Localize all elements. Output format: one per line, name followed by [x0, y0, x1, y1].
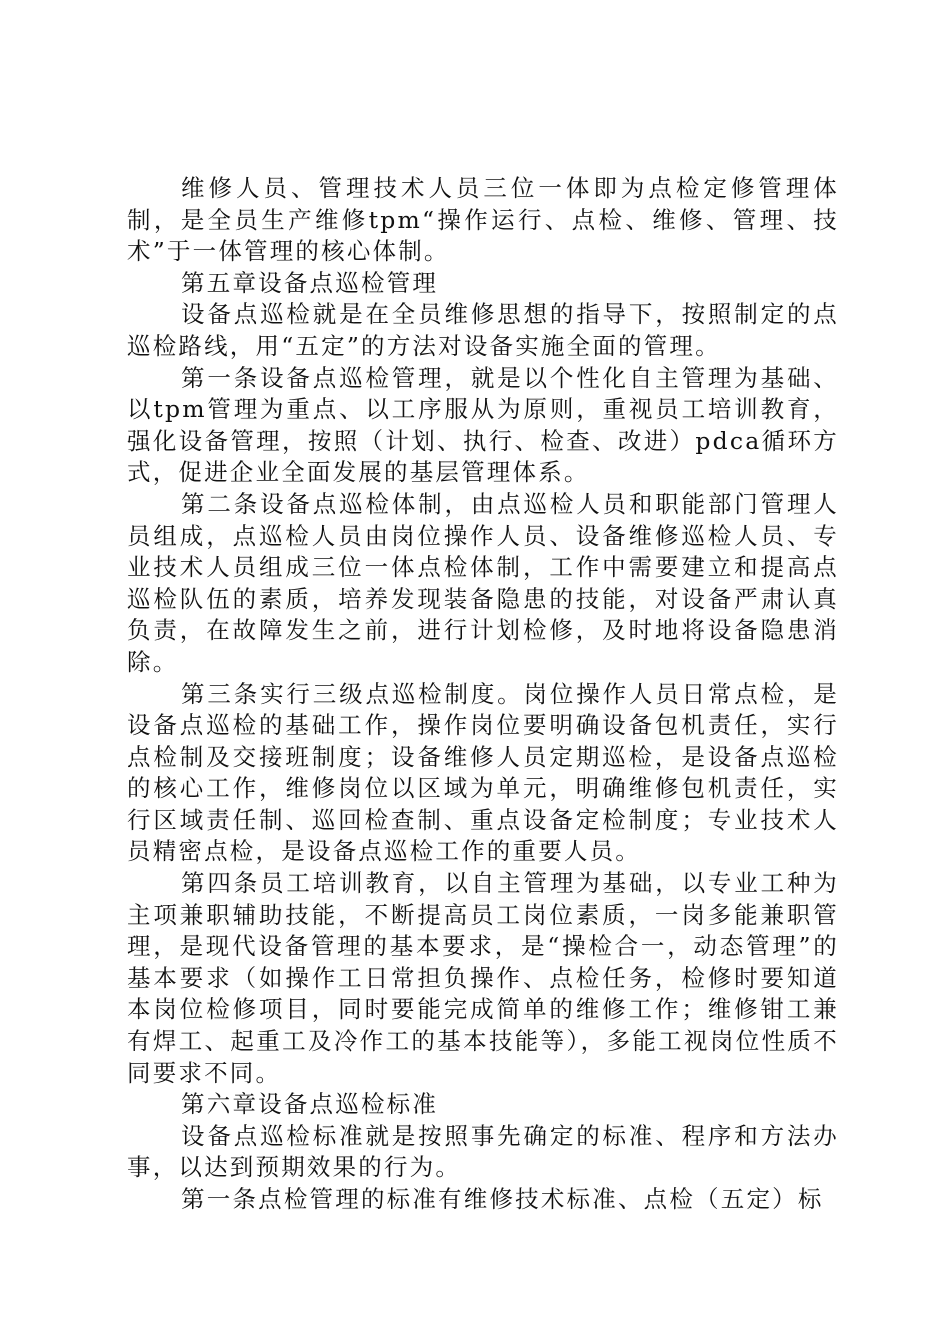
- chapter-6-heading: 第六章设备点巡检标准: [181, 1090, 439, 1119]
- document-body: [127, 173, 839, 1216]
- paragraph-chapter-5-definition: 设备点巡检就是在全员维修思想的指导下，按照制定的点巡检路线，用“五定”的方法对设备实施全面的管理。: [127, 300, 839, 360]
- paragraph-intro: 维修人员、管理技术人员三位一体即为点检定修管理体制，是全员生产维修tpm“操作运行、点检、维修、管理、技术”于一体管理的核心体制。: [127, 174, 839, 266]
- chapter-5-heading: 第五章设备点巡检管理: [181, 268, 439, 297]
- paragraph-article-4: 第四条员工培训教育，以自主管理为基础，以专业工种为主项兼职辅助技能，不断提高员工岗位素质，一岗多能兼职管理，是现代设备管理的基本要求，是“操检合一，动态管理”的基本要求（如操作工日常担负操作、点检任务，检修时要知道本岗位检修项目，同时要能完成简单的维修工作；维修钳工兼有焊工、起重工及冷作工的基本技能等），多能工视岗位性质不同要求不同。: [127, 869, 839, 1087]
- paragraph-chapter-6-definition: 设备点巡检标准就是按照事先确定的标准、程序和方法办事，以达到预期效果的行为。: [127, 1121, 839, 1182]
- paragraph-article-3: 第三条实行三级点巡检制度。岗位操作人员日常点检，是设备点巡检的基础工作，操作岗位要明确设备包机责任，实行点检制及交接班制度；设备维修人员定期巡检，是设备点巡检的核心工作，维修岗位以区域为单元，明确维修包机责任，实行区域责任制、巡回检查制、重点设备定检制度；专业技术人员精密点检，是设备点巡检工作的重要人员。: [127, 679, 839, 866]
- paragraph-chapter-6-article-1: 第一条点检管理的标准有维修技术标准、点检（五定）标: [181, 1185, 824, 1213]
- paragraph-article-2: 第二条设备点巡检体制，由点巡检人员和职能部门管理人员组成，点巡检人员由岗位操作人员、设备维修巡检人员、专业技术人员组成三位一体点检体制，工作中需要建立和提高点巡检队伍的素质，培养发现装备隐患的技能，对设备严肃认真负责，在故障发生之前，进行计划检修，及时地将设备隐患消除。: [127, 489, 839, 676]
- paragraph-article-1: 第一条设备点巡检管理，就是以个性化自主管理为基础、以tpm管理为重点、以工序服从为原则，重视员工培训教育，强化设备管理，按照（计划、执行、检查、改进）pdca循环方式，促进企业全面发展的基层管理体系。: [127, 363, 839, 487]
